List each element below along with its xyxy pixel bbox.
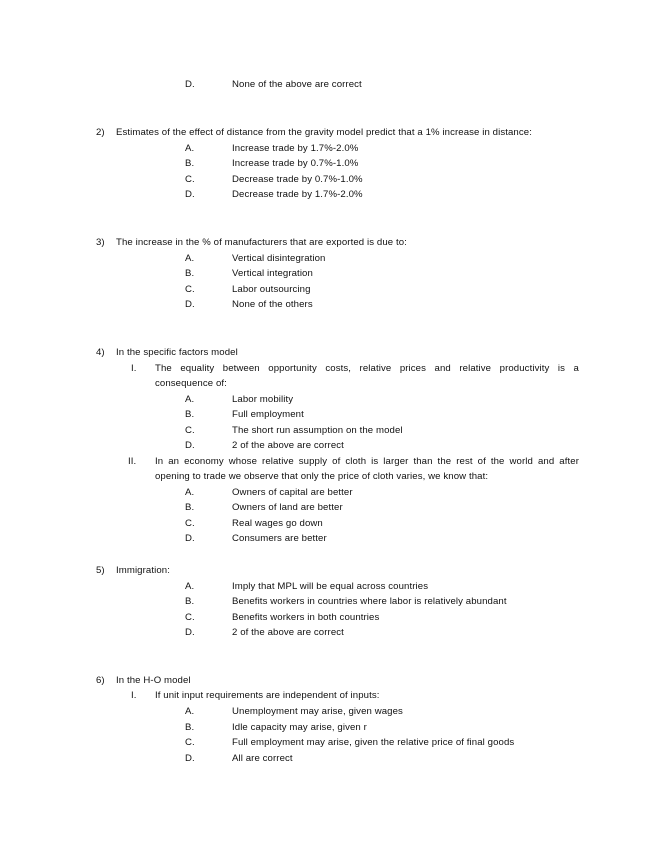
option-letter: C. [185, 425, 195, 436]
question-number: 5) [96, 565, 105, 576]
sub-question-number: I. [131, 363, 137, 374]
option-text: Imply that MPL will be equal across countries [232, 581, 429, 592]
option-text: None of the others [232, 299, 313, 310]
option-text: Full employment may arise, given the relative price of final goods [232, 737, 515, 748]
option-text: Benefits workers in countries where labor is relatively abundant [232, 596, 507, 607]
option-letter: B. [185, 409, 195, 420]
option-letter: B. [185, 502, 195, 513]
option-text: 2 of the above are correct [232, 440, 344, 451]
option-text: Decrease trade by 0.7%-1.0% [232, 174, 363, 185]
option-text: Unemployment may arise, given wages [232, 706, 403, 717]
option-letter: D. [185, 189, 195, 200]
question-number: 2) [96, 127, 105, 138]
option-letter: C. [185, 737, 195, 748]
option-text: Vertical integration [232, 268, 313, 279]
sub-question-text-line1: In an economy whose relative supply of cloth is larger than the rest of the world and after [155, 456, 579, 467]
question-number: 6) [96, 675, 105, 686]
option-text: Owners of capital are better [232, 487, 353, 498]
option-text: Decrease trade by 1.7%-2.0% [232, 189, 363, 200]
option-text: Labor mobility [232, 394, 294, 405]
option-letter: B. [185, 596, 195, 607]
question-text: The increase in the % of manufacturers that are exported is due to: [116, 237, 407, 248]
option-text: The short run assumption on the model [232, 425, 403, 436]
question-text: Immigration: [116, 565, 170, 576]
option-letter: A. [185, 394, 195, 405]
option-letter: B. [185, 158, 195, 169]
question-number: 3) [96, 237, 105, 248]
option-text: Increase trade by 0.7%-1.0% [232, 158, 359, 169]
question-text: In the specific factors model [116, 347, 238, 358]
option-letter: D. [185, 79, 195, 90]
option-letter: D. [185, 299, 195, 310]
option-text: Increase trade by 1.7%-2.0% [232, 143, 359, 154]
option-text: Consumers are better [232, 533, 327, 544]
option-text: None of the above are correct [232, 79, 362, 90]
question-text: Estimates of the effect of distance from the gravity model predict that a 1% increase in distance: [116, 127, 532, 138]
option-letter: C. [185, 518, 195, 529]
option-text: Owners of land are better [232, 502, 343, 513]
option-letter: D. [185, 533, 195, 544]
question-text: In the H-O model [116, 675, 191, 686]
option-letter: A. [185, 706, 195, 717]
option-letter: C. [185, 284, 195, 295]
option-letter: D. [185, 627, 195, 638]
option-letter: A. [185, 581, 195, 592]
option-letter: B. [185, 722, 195, 733]
option-letter: A. [185, 487, 195, 498]
option-letter: C. [185, 174, 195, 185]
option-letter: D. [185, 753, 195, 764]
sub-question-number: I. [131, 690, 137, 701]
option-text: Benefits workers in both countries [232, 612, 380, 623]
option-text: Full employment [232, 409, 304, 420]
sub-question-text-line2: consequence of: [155, 378, 227, 389]
question-number: 4) [96, 347, 105, 358]
option-letter: B. [185, 268, 195, 279]
option-letter: A. [185, 253, 195, 264]
option-letter: D. [185, 440, 195, 451]
option-text: 2 of the above are correct [232, 627, 344, 638]
option-text: Labor outsourcing [232, 284, 311, 295]
option-letter: A. [185, 143, 195, 154]
sub-question-number: II. [128, 456, 137, 467]
option-text: Vertical disintegration [232, 253, 326, 264]
option-text: All are correct [232, 753, 293, 764]
option-letter: C. [185, 612, 195, 623]
sub-question-text-line1: If unit input requirements are independent of inputs: [155, 690, 380, 701]
option-text: Idle capacity may arise, given r [232, 722, 367, 733]
sub-question-text-line2: opening to trade we observe that only the price of cloth varies, we know that: [155, 471, 489, 482]
sub-question-text-line1: The equality between opportunity costs, relative prices and relative productivity is a [155, 363, 579, 374]
option-text: Real wages go down [232, 518, 323, 529]
